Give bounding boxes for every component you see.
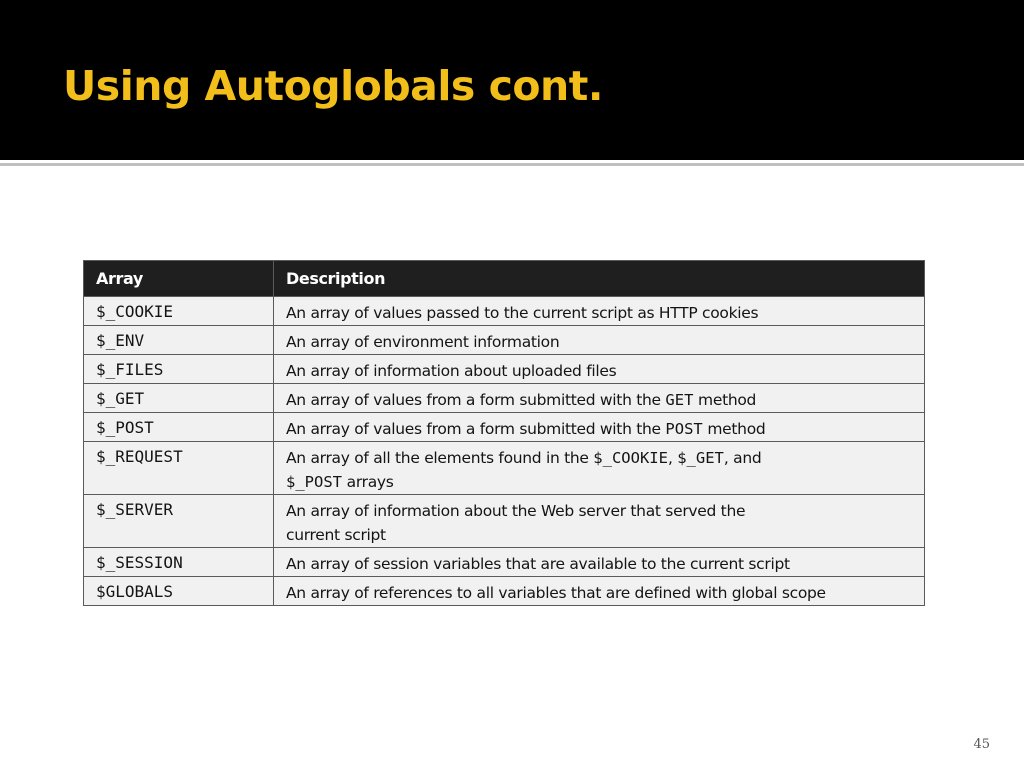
array-description: An array of information about uploaded files: [274, 355, 925, 384]
table-row: [84, 384, 925, 413]
array-description: [274, 442, 925, 495]
table-row: [84, 442, 925, 495]
array-name: $_ENV: [84, 326, 274, 355]
title-divider: [0, 163, 1024, 166]
array-description: An array of references to all variables that are defined with global scope: [274, 577, 925, 606]
description-text: arrays: [342, 473, 394, 491]
autoglobals-table: [83, 260, 925, 606]
table-row: [84, 355, 925, 384]
description-text: , and: [723, 449, 762, 467]
array-description: An array of environment information: [274, 326, 925, 355]
column-header-array: Array: [84, 261, 274, 297]
code-keyword: $_COOKIE: [593, 449, 668, 467]
array-name: $_GET: [84, 384, 274, 413]
table-header-row: [84, 261, 925, 297]
array-description: [274, 384, 925, 413]
array-name: $_POST: [84, 413, 274, 442]
table-row: [84, 577, 925, 606]
table-row: [84, 495, 925, 548]
description-text: method: [702, 420, 766, 438]
array-description: [274, 495, 925, 548]
table-row: [84, 297, 925, 326]
description-text: An array of information about the Web server that served the: [286, 502, 746, 520]
code-keyword: $_POST: [286, 473, 342, 491]
array-name: $_SESSION: [84, 548, 274, 577]
table-row: [84, 326, 925, 355]
code-keyword: $_GET: [677, 449, 724, 467]
array-name: $_SERVER: [84, 495, 274, 548]
table-row: [84, 548, 925, 577]
description-text: An array of all the elements found in the: [286, 449, 594, 467]
array-description: [274, 413, 925, 442]
table-row: [84, 413, 925, 442]
array-name: $_REQUEST: [84, 442, 274, 495]
title-bar: [0, 0, 1024, 160]
array-name: $GLOBALS: [84, 577, 274, 606]
description-text: ,: [667, 449, 678, 467]
page-number: 45: [973, 737, 990, 752]
array-description: An array of values passed to the current script as HTTP cookies: [274, 297, 925, 326]
description-text: method: [693, 391, 757, 409]
description-text: An array of values from a form submitted with the: [286, 420, 666, 438]
code-keyword: POST: [665, 420, 703, 438]
slide-title: Using Autoglobals cont.: [63, 62, 603, 110]
column-header-description: Description: [274, 261, 925, 297]
description-text: An array of values from a form submitted with the: [286, 391, 666, 409]
array-name: $_FILES: [84, 355, 274, 384]
description-text: current script: [286, 526, 386, 544]
array-name: $_COOKIE: [84, 297, 274, 326]
code-keyword: GET: [665, 391, 694, 409]
array-description: An array of session variables that are available to the current script: [274, 548, 925, 577]
